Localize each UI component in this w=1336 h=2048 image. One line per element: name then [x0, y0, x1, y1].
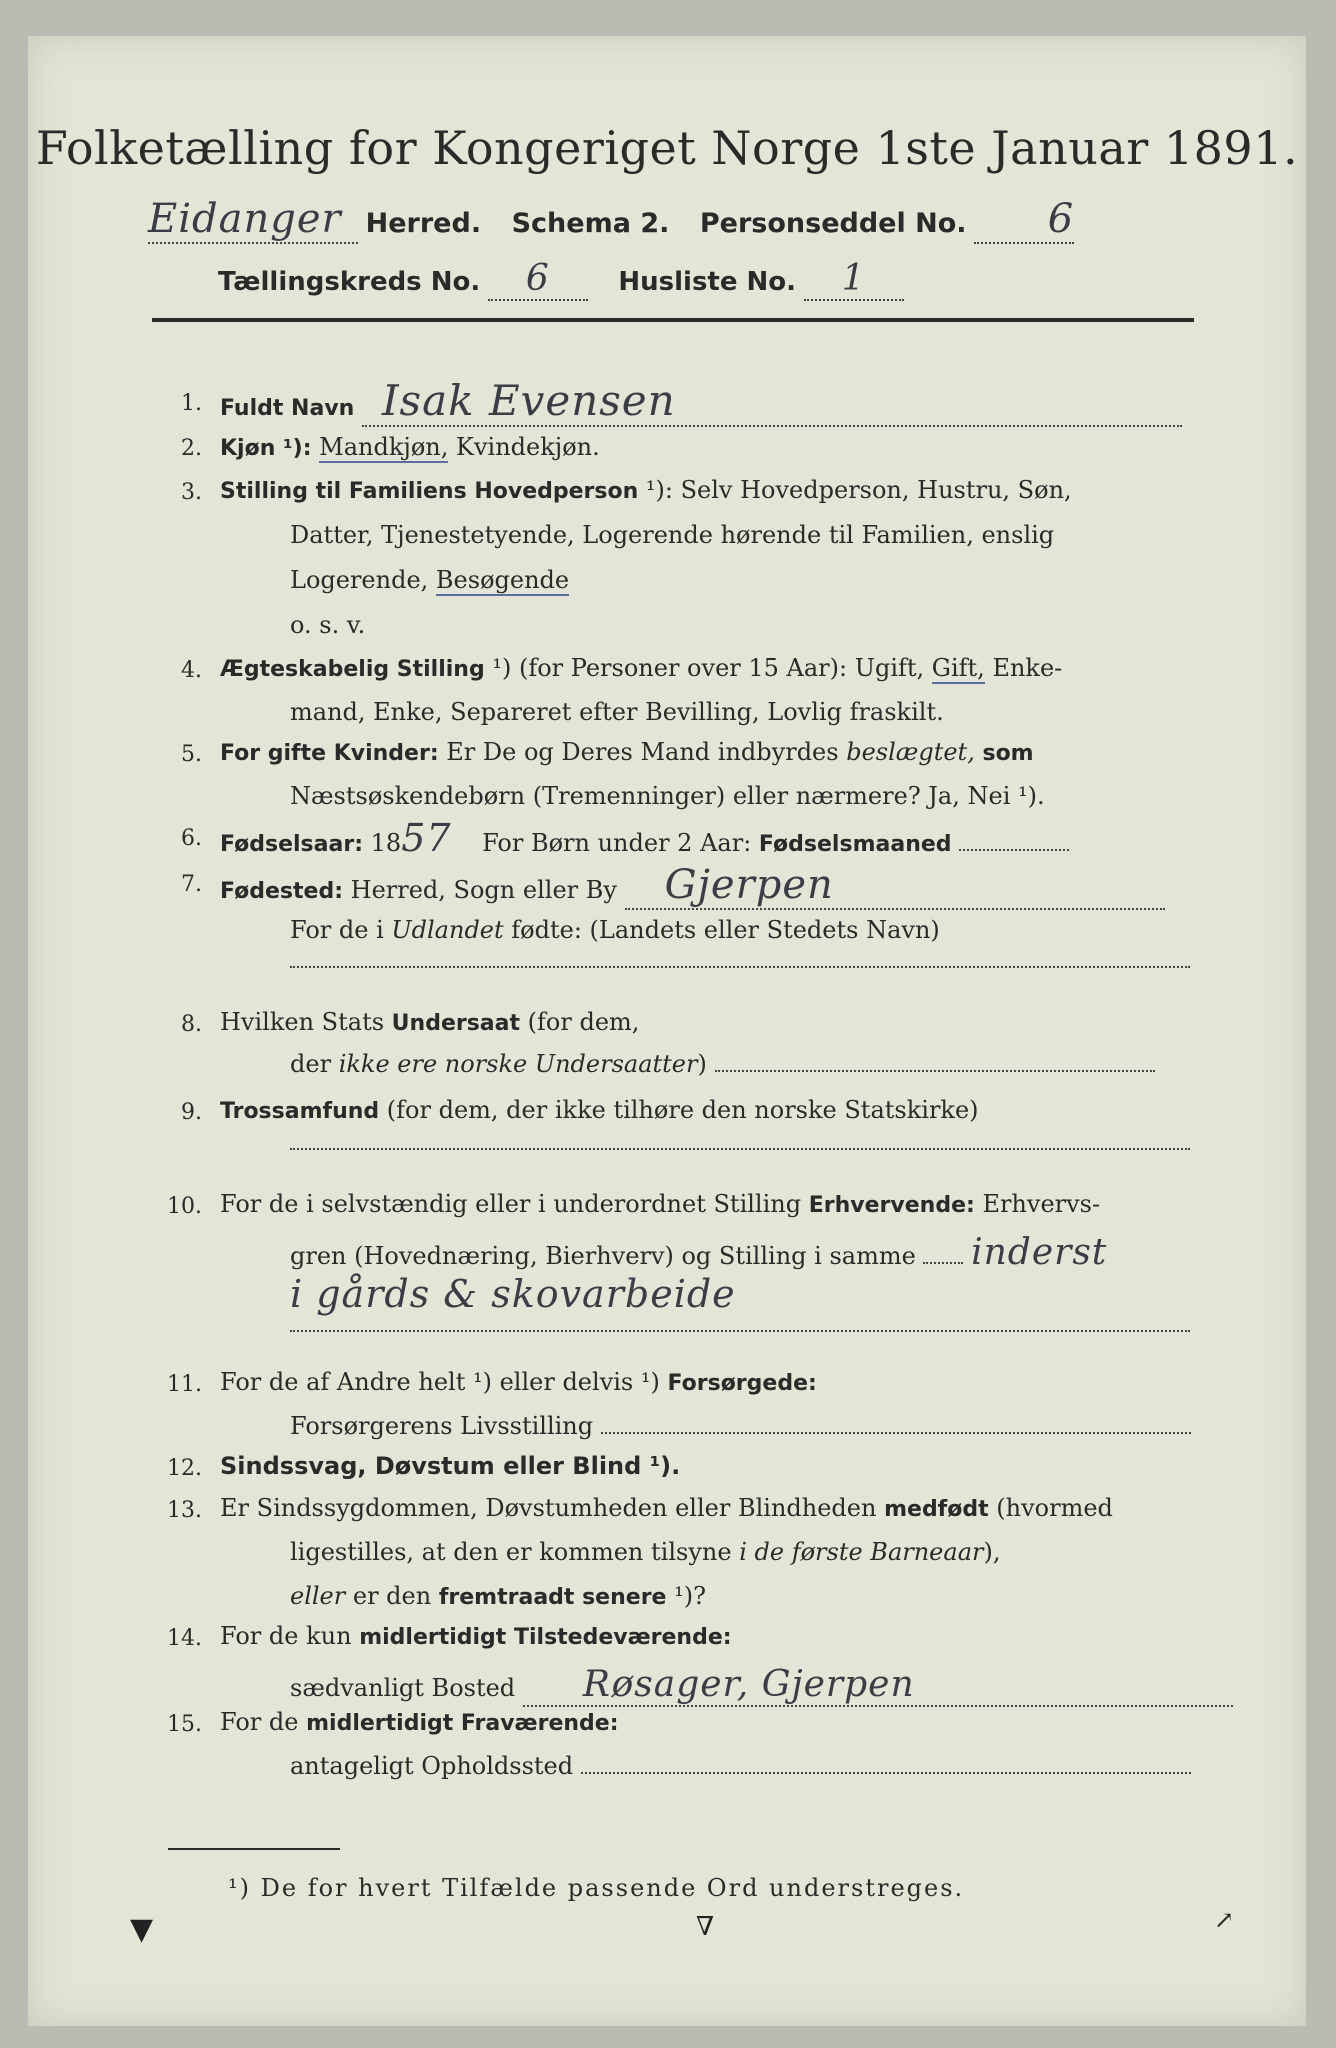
q7-number: 7. [181, 872, 202, 897]
q12-number: 12. [167, 1456, 202, 1481]
q15-line2 [290, 1752, 1191, 1780]
personseddel-value: 6 [974, 196, 1074, 244]
q7-text2a: For de i [290, 916, 384, 944]
q13-text: Er Sindssygdommen, Døvstumheden eller Blindheden [220, 1494, 877, 1522]
q10-line1 [220, 1190, 1100, 1218]
q5-line1 [220, 738, 1034, 766]
herred-line [148, 196, 1074, 244]
q9-number: 9. [181, 1100, 202, 1125]
form-title: Folketælling for Kongeriget Norge 1ste Januar 1891. [35, 121, 1299, 175]
q5-label: For gifte Kvinder: [220, 741, 439, 766]
q8-line2 [290, 1050, 1155, 1078]
q9-text: (for dem, der ikke tilhøre den norske Statskirke) [386, 1096, 979, 1124]
q7-dotted-line [290, 966, 1190, 968]
q7-text2b: fødte: (Landets eller Stedets Navn) [511, 916, 940, 944]
q15-text2: antageligt Opholdssted [290, 1752, 574, 1780]
q13-barneaar: i de første Barneaar [739, 1538, 984, 1566]
q3-sup: ¹): [645, 476, 673, 504]
q15-label: midlertidigt Fraværende: [306, 1711, 619, 1736]
q13-text2: (hvormed [996, 1494, 1113, 1522]
q7-udlandet: Udlandet [391, 916, 504, 944]
q1-line [220, 376, 1182, 427]
q9-line [220, 1096, 979, 1124]
q14-number: 14. [167, 1626, 202, 1651]
q2-line [220, 433, 600, 461]
q3-besogende: Besøgende [435, 566, 570, 594]
q11-field [601, 1432, 1191, 1434]
schema-label: Schema 2. [511, 208, 670, 239]
q14-answer: Røsager, Gjerpen [523, 1664, 1233, 1707]
taellingskreds-value: 6 [488, 258, 588, 301]
q10-text: For de i selvstændig eller i underordnet Stilling [220, 1190, 802, 1218]
q13-text3c: ¹)? [674, 1582, 706, 1610]
q13-line2 [290, 1538, 1000, 1566]
q2-option-mandkjon: Mandkjøn, [319, 433, 449, 461]
q5-text1: Er De og Deres Mand indbyrdes [446, 738, 839, 766]
q14-label: midlertidigt Tilstedeværende: [359, 1625, 732, 1650]
q6-number: 6. [181, 826, 202, 851]
q6-label2: Fødselsmaaned [758, 832, 952, 857]
q13-eller: eller [290, 1582, 346, 1610]
q1-answer: Isak Evensen [362, 376, 1182, 427]
q3-text3a: Logerende, [290, 566, 429, 594]
q2-label: Kjøn ¹): [220, 436, 312, 461]
herred-label: Herred. [365, 208, 482, 239]
personseddel-label: Personseddel No. [699, 208, 967, 239]
q10-number: 10. [167, 1194, 202, 1219]
taellingskreds-label: Tællingskreds No. [218, 267, 481, 297]
q5-line2: Næstsøskendebørn (Tremenninger) eller nærmere? Ja, Nei ¹). [290, 782, 1045, 810]
q6-line [220, 816, 1069, 860]
q8-ikke-norske: ikke ere norske Undersaatter [338, 1050, 698, 1078]
q13-text2a: ligestilles, at den er kommen tilsyne [290, 1538, 732, 1566]
q10-dotted-line [290, 1330, 1190, 1332]
q12-label: Sindssvag, Døvstum eller Blind ¹). [220, 1452, 681, 1480]
q6-text: For Børn under 2 Aar: [482, 829, 752, 857]
q13-line1 [220, 1494, 1113, 1522]
q10-dots [923, 1262, 963, 1264]
q11-text2: Forsørgerens Livsstilling [290, 1412, 594, 1440]
q4-text1c: Enke- [992, 654, 1063, 682]
q13-number: 13. [167, 1498, 202, 1523]
q3-line2: Datter, Tjenestetyende, Logerende hørende til Familien, enslig [290, 521, 1055, 549]
q8-label: Undersaat [391, 1011, 521, 1036]
q8-text: Hvilken Stats [220, 1008, 385, 1036]
q3-line1 [220, 476, 1072, 504]
q3-text1: Selv Hovedperson, Hustru, Søn, [680, 476, 1072, 504]
q10-line2 [290, 1232, 1107, 1273]
q4-gift: Gift, [931, 654, 985, 682]
q4-text1a: ¹) (for Personer over 15 Aar): Ugift, [492, 654, 925, 682]
footnote-rule [168, 1848, 340, 1850]
q7-line1 [220, 862, 1165, 910]
q14-line2 [290, 1664, 1233, 1707]
q8-text2: (for dem, [527, 1008, 640, 1036]
q15-field [581, 1772, 1191, 1774]
q14-text: For de kun [220, 1622, 352, 1650]
q8-field [715, 1070, 1155, 1072]
q5-beslaegtet: beslægtet, [846, 738, 975, 766]
q1-number: 1. [181, 391, 202, 416]
q7-label: Fødested: [220, 879, 343, 904]
ink-mark-left-icon: ▼ [130, 1912, 154, 1947]
q13-label: medfødt [884, 1497, 989, 1522]
q14-line1 [220, 1622, 732, 1650]
q9-dotted-line [290, 1148, 1190, 1150]
q2-option-kvindekjon: Kvindekjøn. [456, 433, 600, 461]
herred-value: Eidanger [148, 196, 358, 244]
q11-label: Forsørgede: [667, 1371, 817, 1396]
taellingskreds-line [218, 258, 904, 301]
q3-line3 [290, 566, 569, 594]
q13-text2b: ), [983, 1538, 1001, 1566]
q6-answer: 57 [401, 816, 452, 860]
ink-mark-center-icon: ∇ [696, 1912, 715, 1942]
q4-line1 [220, 654, 1062, 682]
q9-label: Trossamfund [220, 1099, 380, 1124]
q10-text-line2: gren (Hovednæring, Bierhverv) og Stilling i samme [290, 1242, 916, 1270]
q6-month-field [959, 849, 1069, 851]
q8-text2b: ) [697, 1050, 707, 1078]
q11-text: For de af Andre helt ¹) eller delvis ¹) [220, 1368, 660, 1396]
husliste-label: Husliste No. [618, 267, 797, 297]
q8-text2a: der [290, 1050, 332, 1078]
q3-line4: o. s. v. [290, 611, 366, 639]
q13-text3a: er den [352, 1582, 432, 1610]
q10-text2: Erhvervs- [982, 1190, 1101, 1218]
q5-number: 5. [181, 742, 202, 767]
husliste-value: 1 [804, 258, 904, 301]
q15-number: 15. [167, 1712, 202, 1737]
q4-number: 4. [181, 658, 202, 683]
q13-fremtraadt: fremtraadt senere [438, 1585, 667, 1610]
header-rule [152, 318, 1194, 322]
q10-answer1: inderst [971, 1232, 1108, 1273]
q8-number: 8. [181, 1012, 202, 1037]
q6-label: Fødselsaar: [220, 832, 363, 857]
q11-line2 [290, 1412, 1191, 1440]
q2-number: 2. [181, 436, 202, 461]
q7-text: Herred, Sogn eller By [350, 876, 617, 904]
q11-line1 [220, 1368, 817, 1396]
q15-text: For de [220, 1708, 299, 1736]
q3-label: Stilling til Familiens Hovedperson [220, 479, 639, 504]
q15-line1 [220, 1708, 619, 1736]
q10-answer2: i gårds & skovarbeide [290, 1272, 736, 1316]
q5-som: som [982, 741, 1034, 766]
footnote: ¹) De for hvert Tilfælde passende Ord understreges. [228, 1874, 965, 1902]
q13-line3 [290, 1582, 706, 1610]
q10-label: Erhvervende: [808, 1193, 975, 1218]
q7-line2 [290, 916, 940, 944]
ink-mark-right-icon: ↗ [1214, 1906, 1235, 1934]
q4-line2: mand, Enke, Separeret efter Bevilling, Lovlig fraskilt. [290, 698, 944, 726]
census-form [28, 36, 1306, 2026]
q14-text2: sædvanligt Bosted [290, 1674, 516, 1702]
q8-line1 [220, 1008, 639, 1036]
q11-number: 11. [167, 1372, 202, 1397]
q4-label: Ægteskabelig Stilling [220, 657, 485, 682]
q7-answer: Gjerpen [625, 862, 1165, 910]
q6-prefix: 18 [370, 829, 402, 857]
q3-number: 3. [181, 480, 202, 505]
q1-label: Fuldt Navn [220, 396, 355, 421]
